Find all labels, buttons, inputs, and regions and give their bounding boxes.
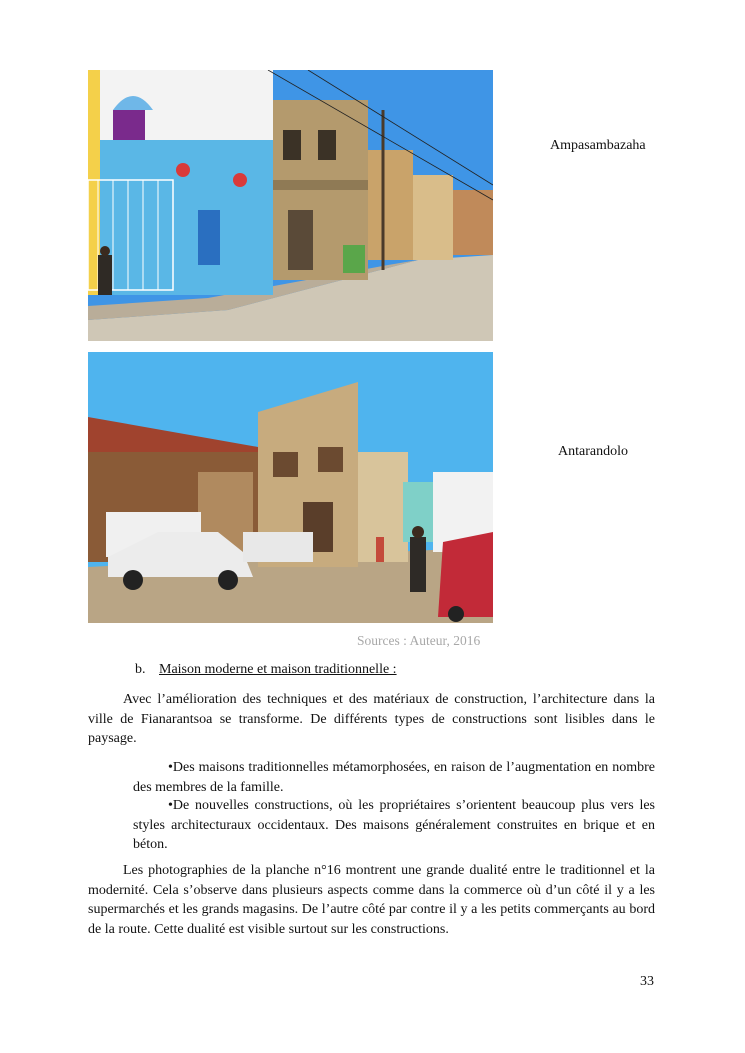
- section-title: Maison moderne et maison traditionnelle :: [159, 662, 397, 677]
- bullet-item-2: •De nouvelles constructions, où les propriétaires s’orientent beaucoup plus vers les styles architecturaux occidentaux. Des maisons généralement construites en brique et en béton.: [133, 798, 655, 852]
- sources-note: Sources : Auteur, 2016: [357, 633, 481, 648]
- paragraph-1: Avec l’amélioration des techniques et des matériaux de construction, l’architecture dans la ville de Fianarantsoa se transforme. De différents types de constructions sont lisibles dans le paysage.: [88, 692, 655, 746]
- photo-antarandolo: [88, 352, 493, 623]
- bullet-item-1: •Des maisons traditionnelles métamorphosées, en raison de l’augmentation en nombre des membres de la famille.: [133, 760, 655, 795]
- photo-ampasambazaha: [88, 70, 493, 341]
- section-number: b.: [135, 662, 146, 677]
- caption-photo-2: Antarandolo: [558, 444, 628, 459]
- bullet-list: [133, 758, 655, 858]
- section-heading: [135, 662, 397, 678]
- page-number: 33: [640, 974, 654, 989]
- photo-ampasambazaha-image: [88, 70, 493, 341]
- paragraph-2: Les photographies de la planche n°16 montrent une grande dualité entre le traditionnel et la modernité. Cela s’observe dans plusieurs aspects comme dans la commerce où d’un côté il y a les supermarchés et les grands magasins. De l’autre côté par contre il y a les petits commerçants au bord de la route. Cette dualité est visible surtout sur les constructions.: [88, 863, 655, 937]
- photo-antarandolo-image: [88, 352, 493, 623]
- caption-photo-1: Ampasambazaha: [550, 138, 646, 153]
